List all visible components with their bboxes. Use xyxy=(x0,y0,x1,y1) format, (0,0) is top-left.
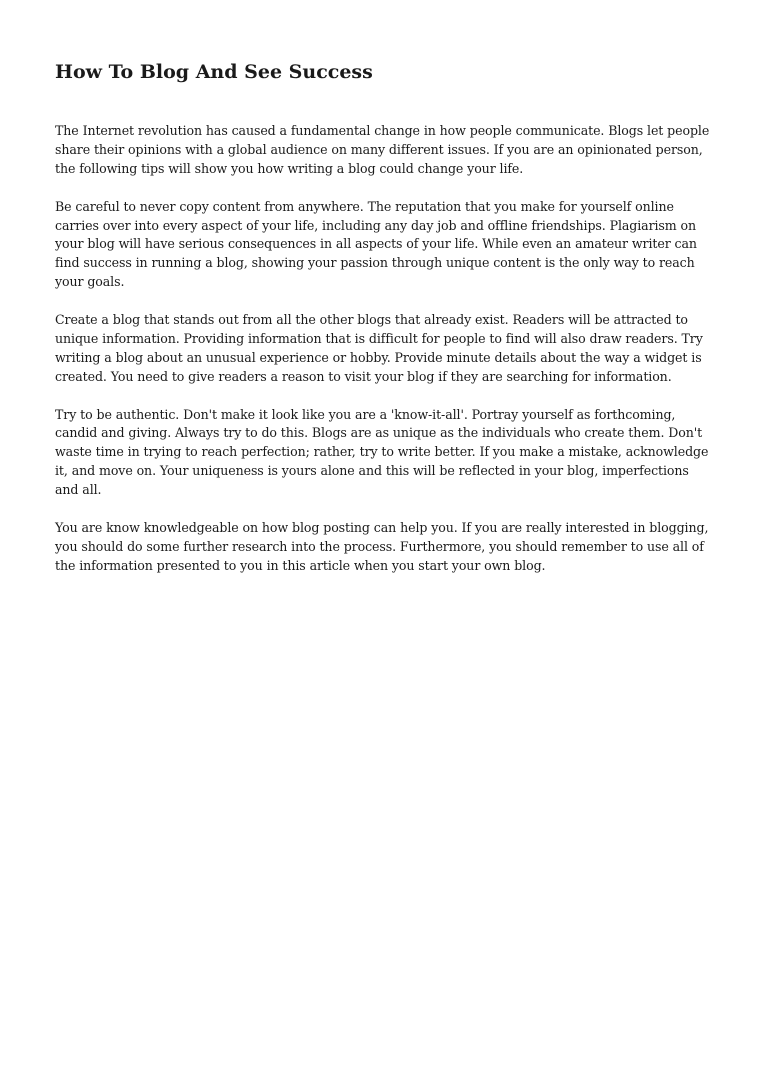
paragraph-2: Be careful to never copy content from anywhere. The reputation that you make for yourself online carries over into every aspect of your life, including any day job and offline friendships. Plagiarism on your blog will have serious consequences in all aspects of your life. While even an amateur writer can find success in running a blog, showing your passion through unique content is the only way to reach your goals. xyxy=(55,198,697,290)
paragraph-4: Try to be authentic. Don't make it look like you are a 'know-it-all'. Portray yourself as forthcoming, candid and giving. Always try to do this. Blogs are as unique as the individuals who create them. Don't waste time in trying to reach perfection; rather, try to write better. If you make a mistake, acknowledge it, and move on. Your uniqueness is yours alone and this will be reflected in your blog, imperfections and all. xyxy=(55,406,709,498)
document-title: How To Blog And See Success xyxy=(55,61,373,83)
paragraph-5: You are know knowledgeable on how blog posting can help you. If you are really interested in blogging, you should do some further research into the process. Furthermore, you should remember to use all of the information presented to you in this article when you start your own blog. xyxy=(55,519,709,573)
document-page xyxy=(55,58,715,595)
paragraph-3: Create a blog that stands out from all the other blogs that already exist. Readers will be attracted to unique information. Providing information that is difficult for people to find will also draw readers. Try writing a blog about an unusual experience or hobby. Provide minute details about the way a widget is created. You need to give readers a reason to visit your blog if they are searching for information. xyxy=(55,312,703,384)
paragraph-1: The Internet revolution has caused a fundamental change in how people communicate. Blogs let people share their opinions with a global audience on many different issues. If you are an opinionated person, the following tips will show you how writing a blog could change your life. xyxy=(55,123,710,176)
